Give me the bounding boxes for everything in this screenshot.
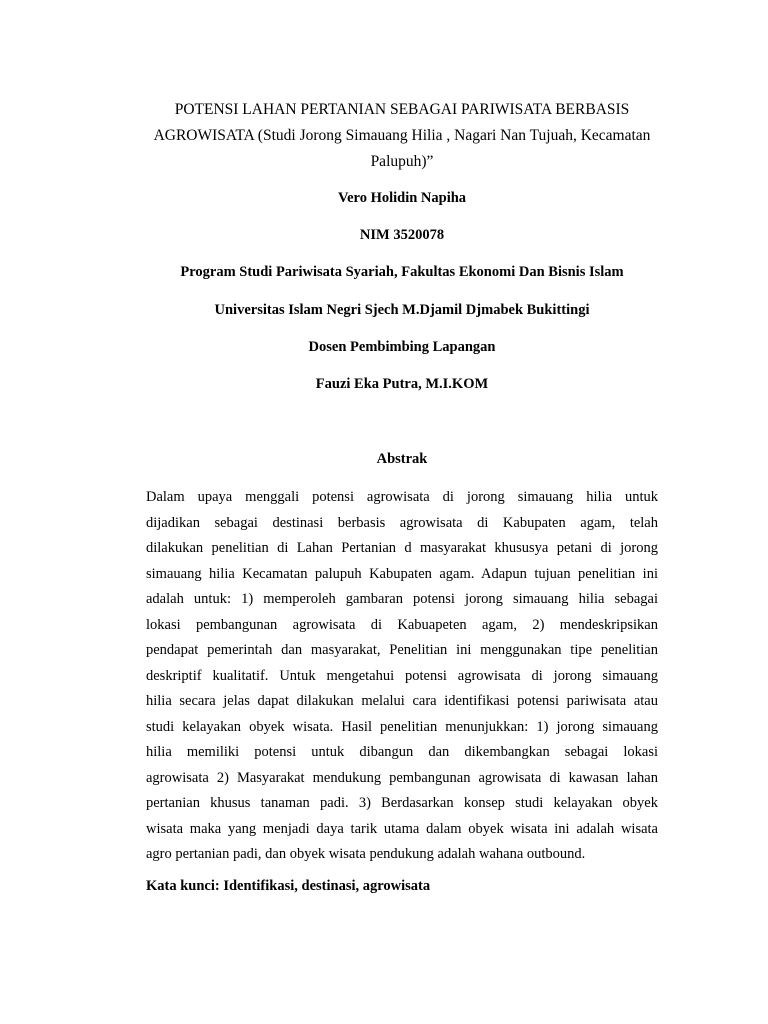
abstract-line: dilakukan penelitian di Lahan Pertanian d masyarakat khususya petani di jorong: [146, 540, 658, 556]
abstract-line: adalah untuk: 1) memperoleh gambaran potensi jorong simauang hilia sebagai: [146, 591, 658, 607]
title-line: POTENSI LAHAN PERTANIAN SEBAGAI PARIWISATA BERBASIS: [174, 101, 630, 118]
keywords: Kata kunci: Identifikasi, destinasi, agrowisata: [146, 878, 431, 894]
abstract-line: pertanian khusus tanaman padi. 3) Berdasarkan konsep studi kelayakan obyek: [146, 795, 658, 811]
university-name: Universitas Islam Negri Sjech M.Djamil Djmabek Bukittingi: [214, 302, 590, 318]
title-line: AGROWISATA (Studi Jorong Simauang Hilia , Nagari Nan Tujuah, Kecamatan: [153, 127, 651, 144]
abstract-line: pendapat pemerintah dan masyarakat, Penelitian ini menggunakan tipe penelitian: [146, 642, 658, 658]
abstract-line: lokasi pembangunan agrowisata di Kabuapeten agam, 2) mendeskripsikan: [146, 616, 658, 633]
paper-title: [140, 97, 664, 175]
abstract-heading: Abstrak: [376, 451, 428, 467]
abstract-line: Dalam upaya menggali potensi agrowisata di jorong simauang hilia untuk: [146, 489, 658, 505]
author-name: Vero Holidin Napiha: [337, 190, 467, 206]
study-program: Program Studi Pariwisata Syariah, Fakultas Ekonomi Dan Bisnis Islam: [180, 264, 624, 280]
abstract-line: deskriptif kualitatif. Untuk mengetahui potensi agrowisata di jorong simauang: [146, 667, 658, 684]
supervisor-label: Dosen Pembimbing Lapangan: [308, 339, 496, 355]
abstract-line: hilia memiliki potensi untuk dibangun dan dikembangkan sebagai lokasi: [146, 744, 658, 760]
abstract-line: wisata maka yang menjadi daya tarik utama dalam obyek wisata ini adalah wisata: [146, 820, 658, 837]
abstract-line: agro pertanian padi, dan obyek wisata pendukung adalah wahana outbound.: [146, 846, 586, 862]
abstract-line: agrowisata 2) Masyarakat mendukung pembangunan agrowisata di kawasan lahan: [146, 769, 658, 786]
abstract-body: [146, 485, 658, 868]
supervisor-name: Fauzi Eka Putra, M.I.KOM: [315, 376, 489, 392]
student-id: NIM 3520078: [359, 227, 445, 243]
abstract-line: dijadikan sebagai destinasi berbasis agrowisata di Kabupaten agam, telah: [146, 514, 658, 531]
title-line: Palupuh)”: [370, 153, 434, 170]
abstract-line: hilia secara jelas dapat dilakukan melalui cara identifikasi potensi pariwisata atau: [146, 693, 658, 709]
abstract-line: simauang hilia Kecamatan palupuh Kabupaten agam. Adapun tujuan penelitian ini: [146, 565, 658, 582]
abstract-line: studi kelayakan obyek wisata. Hasil penelitian menunjukkan: 1) jorong simauang: [146, 718, 658, 735]
